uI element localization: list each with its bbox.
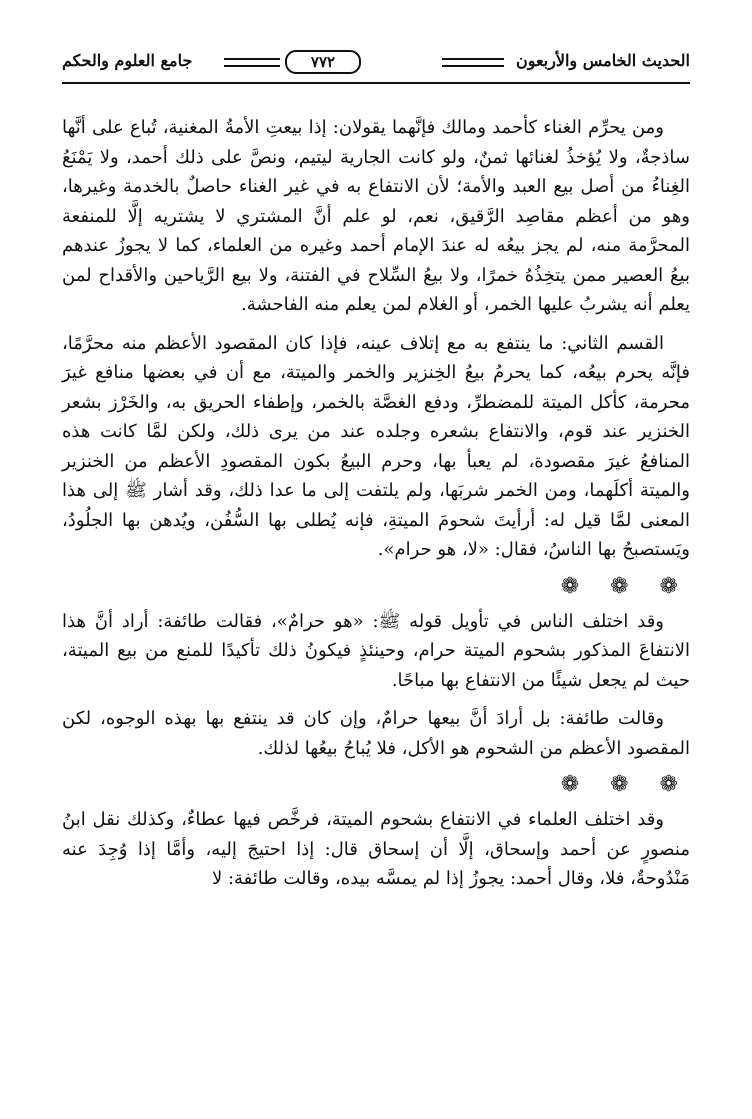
paragraph: وقد اختلف الناس في تأويل قوله ﷺ: «هو حرامٌ»، فقالت طائفة: أراد أنَّ هذا الانتفاعَ المذكور بشحوم الميتة حرام، وحينئذٍ فيكونُ ذلك تأكيدًا للمنع من بيع الميتة، حيث لم يجعل شيئًا من الانتفاع بها مباحًا.: [62, 610, 690, 691]
chapter-title: الحديث الخامس والأربعون: [515, 51, 690, 70]
paragraph: ومن يحرِّم الغناء كأحمد ومالك فإنَّهما يقولان: إذا بيعتِ الأمةُ المغنية، تُباع على أنَّها ساذجةٌ، ولا يُؤخذُ لغنائها ثمنٌ، ولو كانت الجارية ليتيم، ونصَّ على ذلك أحمد، ولا يَمْنَعُ الغِناءُ من أصل بيع العبد والأمة؛ لأن الانتفاع به في غير الغناء حاصلٌ بالخدمة وغيرها، وهو من أعظم مقاصِد الرَّقيق، نعم، لو علم أنَّ المشتري لا يشتريه إلَّا للمنفعة المحرَّمة منه، لم يجز بيعُه له عندَ الإمام أحمد وغيره من العلماء، كما لا يجوزُ عندهم بيعُ العصير ممن يتخِذُهُ خمرًا، ولا بيعُ السِّلاح في الفتنة، ولا بيع الرَّياحين والأقداح لمن يعلم أنه يشربُ عليها الخمر، أو الغلام لمن يعلم منه الفاحشة.: [62, 117, 690, 315]
paragraph: وقالت طائفة: بل أرادَ أنَّ بيعها حرامٌ، وإن كان قد ينتفع بها بهذه الوجوه، لكن المقصود الأعظم من الشحوم هو الأكل، فلا يُباحُ بيعُها لذلك.: [62, 708, 690, 759]
paragraph: القسم الثاني: ما ينتفع به مع إتلاف عينه، فإذا كان المقصود الأعظم منه محرَّمًا، فإنَّه يحرم بيعُه، كما يحرمُ بيعُ الخِنزير والخمر والميتة، مع أن في بعضها منافع غيرَ محرمة، كأكل الميتة للمضطرِّ، ودفع الغصَّة بالخمر، وإطفاء الحريق به، والخَرْز بشعر الخنزير عند قوم، والانتفاع بشعره وجلده عند من يرى ذلك، ولكن لمَّا كانت هذه المنافعُ غيرَ مقصودة، لم يعبأ بها، وحرم البيعُ بكون المقصودِ الأعظم من الخنزير والميتة أكلَهما، ومن الخمر شربَها، ولم يلتفت إلى ما عدا ذلك، وقد أشار ﷺ إلى هذا المعنى لمَّا قيل له: أرأيتَ شحومَ الميتةِ، فإنه يُطلى بها السُّفُن، ويُدهن بها الجلُودُ، ويَستصبحُ بها الناسُ، فقال: «لا، هو حرام».: [62, 332, 690, 560]
section-separator: ❁ ❁ ❁: [560, 772, 690, 797]
section-separator: ❁ ❁ ❁: [560, 573, 690, 599]
main-text: [62, 113, 690, 894]
header-divider: [62, 82, 690, 84]
book-title: جامع العلوم والحكم: [62, 51, 193, 70]
paragraph: وقد اختلف العلماء في الانتفاع بشحوم الميتة، فرخَّص فيها عطاءٌ، وكذلك نقل ابنُ منصورٍ عن أحمد وإسحاق، إلَّا أن إسحاق قال: إذا احتيجَ إليه، وأمَّا إذا وُجِدَ عنه مَنْدُوحةٌ، فلا، وقال أحمد: يجوزُ إذا لم يمسَّه بيده، وقالت طائفة: لا: [62, 809, 690, 889]
running-header: [62, 50, 690, 80]
header-rule-left: [224, 58, 280, 67]
header-rule-right: [442, 58, 504, 67]
page-number: ٧٧٢: [285, 50, 361, 74]
